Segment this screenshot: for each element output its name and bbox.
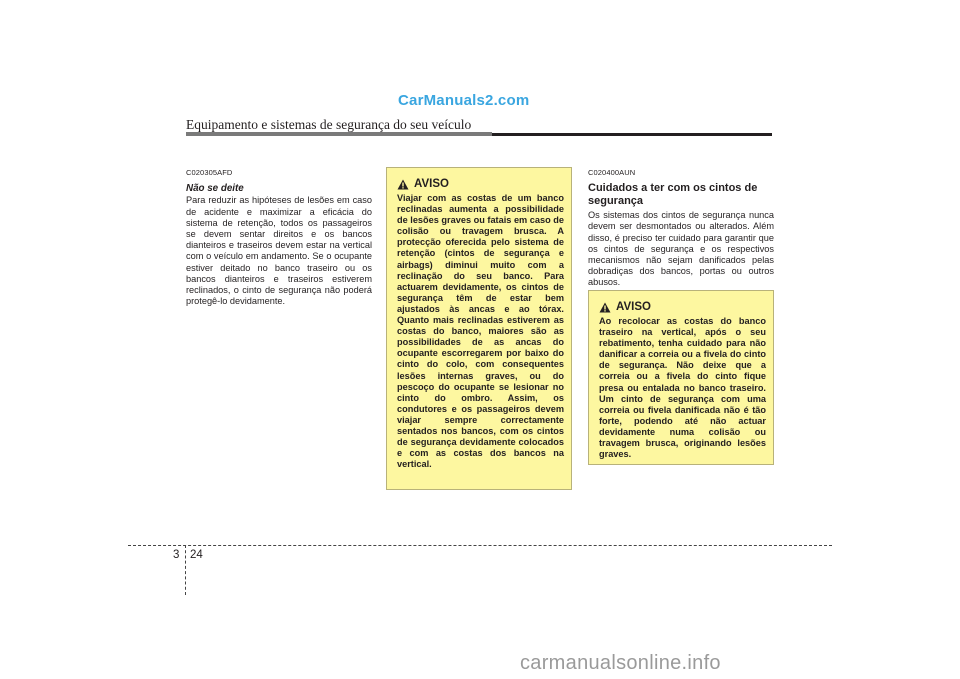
warning-title: AVISO [616,301,651,313]
warning-header [599,299,766,315]
warning-box-rear-seat [588,290,774,465]
warning-header [397,176,564,192]
section-paragraph: Para reduzir as hipóteses de lesões em caso de acidente e maximizar a eficácia do sistema de retenção, todos os passageiros se devem sentar direitos e os bancos dianteiros e traseiros devem estar na vertical com o veículo em andamento. Se o ocupante estiver deitado no banco traseiro ou os bancos dianteiros e traseiros estiverem reclinados, o cinto de segurança não poderá protegê-lo devidamente. [186,195,372,307]
section-code: C020400AUN [588,168,636,177]
warning-triangle-icon [599,302,611,313]
footer-dashed-rule [128,545,832,546]
warning-text: Ao recolocar as costas do banco traseiro na vertical, após o seu rebatimento, tenha cuidado para não danificar a correia ou a fivela do cinto de segurança. Não deixe que a correia ou a fivela do cinto fique presa ou entalada no banco traseiro. Um cinto de segurança com uma correia ou fivela danificada não é tão forte, podendo até não actuar devidamente numa colisão ou travagem brusca, originando lesões graves. [599,316,766,460]
right-column [588,167,774,289]
warning-box-seat-recline [386,167,572,490]
chapter-number: 3 [173,549,180,561]
section-code: C020305AFD [186,168,233,177]
section-subhead: Cuidados a ter com os cintos de segurança [588,182,758,207]
page-header-title: Equipamento e sistemas de segurança do seu veículo [186,117,472,132]
header-rule-accent [186,132,492,136]
page-number: 24 [190,549,203,561]
footer-vertical-dashed-rule [185,545,186,595]
section-subhead: Não se deite [186,183,244,195]
watermark-top: CarManuals2.com [398,92,530,109]
warning-triangle-icon [397,179,409,190]
warning-title: AVISO [414,178,449,190]
left-column [186,167,372,307]
watermark-bottom: carmanualsonline.info [520,652,721,674]
warning-text: Viajar com as costas de um banco reclinadas aumenta a possibilidade de lesões graves ou fatais em caso de colisão ou travagem brusca. A protecção oferecida pelo sistema de retenção (cintos de segurança e airbags) diminui muito com a reclinação do seu banco. Para actuarem devidamente, os cintos de segurança têm de estar bem ajustados às ancas e ao tórax. Quanto mais reclinadas estiverem as costas do banco, maiores são as possibilidades de as ancas do ocupante escorregarem por baixo do cinto do colo, com consequentes lesões internas graves, ou do pescoço do ocupante se lesionar no cinto do ombro. Assim, os condutores e os passageiros devem viajar sempre correctamente sentados nos bancos, com os cintos de segurança devidamente colocados e com as costas dos bancos na vertical. [397,193,564,470]
section-paragraph: Os sistemas dos cintos de segurança nunca devem ser desmontados ou alterados. Além disso, é preciso ter cuidado para garantir que os cintos de segurança e os respectivos mecanismos não sejam danificados pelas dobradiças dos bancos, portas ou outros abusos. [588,210,774,288]
